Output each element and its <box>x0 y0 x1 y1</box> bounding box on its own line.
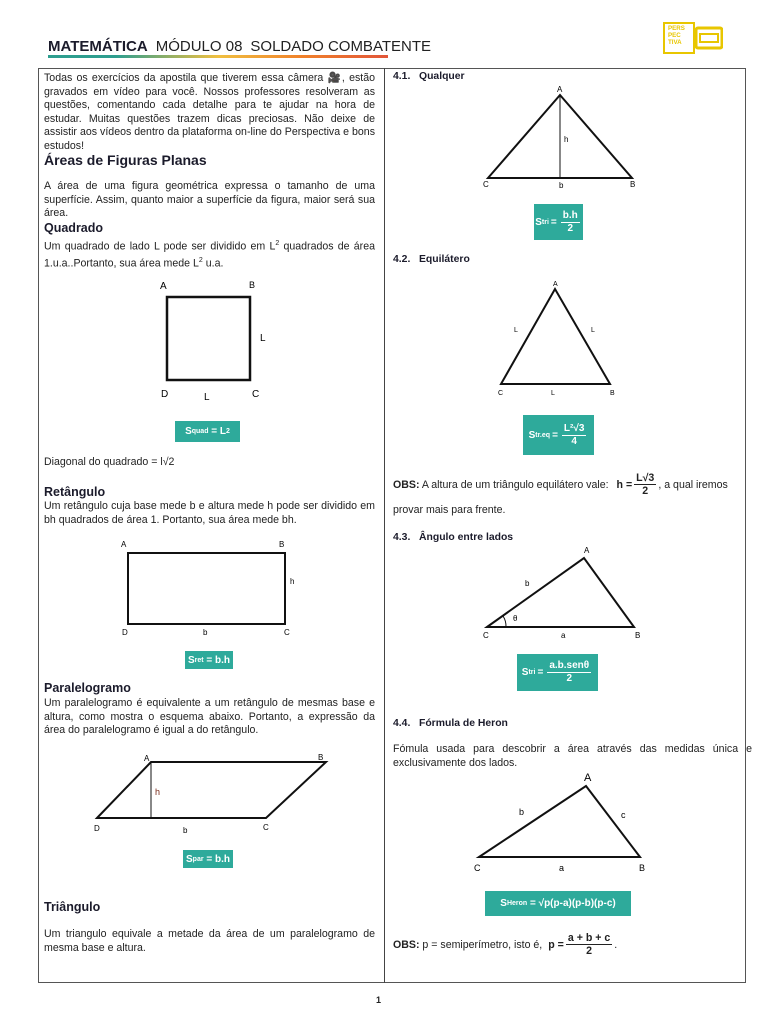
quadrado-text: Um quadrado de lado L pode ser dividido em $L^2$ quadrados de área 1.u.a..Portanto, sua área mede $L^2$ u.a. <box>44 240 375 270</box>
tang-label-b: B <box>635 631 641 640</box>
par-label-d: D <box>94 824 100 833</box>
tang-label-theta: θ <box>513 614 518 623</box>
tq-label-h: h <box>564 135 569 144</box>
page-number: 1 <box>376 995 382 1005</box>
paralelogramo-text: Um paralelogramo é equivalente a um retângulo de mesmas base e altura, como mostra o esquema abaixo. Portanto, a expressão da área do paralelogramo é igual a do retângulo. <box>44 697 375 737</box>
tang-label-a: A <box>584 546 590 555</box>
heron-label-a-base: a <box>559 863 565 873</box>
tang-label-b-side: b <box>525 579 530 588</box>
square-label-l-side: L <box>260 333 266 344</box>
heron-label-c-side: c <box>621 810 626 820</box>
teq-label-l-left: L <box>514 327 518 334</box>
rectangle-figure <box>118 536 308 642</box>
teq-label-a: A <box>553 281 558 288</box>
triangulo-text: Um triangulo equivale a metade da área de um paralelogramo de mesma base e altura. <box>44 928 375 954</box>
section-4-1-title: 4.1. Qualquer <box>393 71 465 82</box>
heron-text: Fómula usada para descobrir a área através das medidas única e exclusivamente dos lados. <box>393 743 752 769</box>
par-label-h: h <box>155 787 161 797</box>
areas-title: Áreas de Figuras Planas <box>44 152 207 168</box>
obs-altura: OBS: A altura de um triângulo equilátero vale: h = $\frac{L√3}{2}$ , a qual iremos <box>393 472 728 497</box>
rect-label-d: D <box>122 628 128 637</box>
rect-label-c: C <box>284 628 290 637</box>
rect-label-a: A <box>121 540 127 549</box>
section-4-4-title: 4.4. Fórmula de Heron <box>393 718 508 729</box>
square-label-d: D <box>161 389 169 400</box>
par-label-a: A <box>144 754 150 763</box>
parallelogram-figure <box>90 749 335 839</box>
square-label-a: A <box>160 281 167 292</box>
triangle-equilatero-figure <box>494 278 619 402</box>
square-figure <box>150 275 275 400</box>
obs-altura-line2: provar mais para frente. <box>393 504 506 516</box>
tq-label-a: A <box>557 85 563 94</box>
tq-label-b: B <box>630 180 636 189</box>
square-label-c: C <box>252 389 260 400</box>
column-divider <box>384 68 385 983</box>
quadrado-title: Quadrado <box>44 221 104 235</box>
triangle-heron-figure <box>470 770 655 875</box>
triangulo-title: Triângulo <box>44 900 101 914</box>
rect-label-b-base: b <box>203 628 208 637</box>
heron-label-b-side: b <box>519 807 525 817</box>
tri-eq-area-formula: S tr.eq = $\frac{\text{L²√3}}{4}$ <box>523 415 594 455</box>
paralelogramo-title: Paralelogramo <box>44 681 131 695</box>
tq-label-b-base: b <box>559 181 564 190</box>
heron-area-formula: S Heron = √p(p-a)(p-b)(p-c) <box>485 891 631 916</box>
retangulo-title: Retângulo <box>44 485 106 499</box>
retangulo-text: Um retângulo cuja base mede b e altura mede h pode ser dividido em bh quadrados de área 1. Portanto, sua área mede bh. <box>44 500 375 526</box>
teq-label-l-right: L <box>591 327 595 334</box>
heron-label-c: C <box>474 863 481 873</box>
par-label-b-base: b <box>183 826 188 835</box>
intro-paragraph: Todas os exercícios da apostila que tiverem essa câmera 🎥, estão gravados em vídeo para você. Nossos professores resolveram as questões, comentando cada detalhe para te ajudar na hora de estudar. Muitas questões trazem dicas preciosas. Não deixe de assistir aos vídeos dentro da plataforma on-line do Perspectiva e bons estudos! <box>44 72 375 152</box>
square-label-b: B <box>249 280 256 290</box>
triangle-qualquer-figure <box>478 82 643 192</box>
logo-line-3: TIVA <box>668 39 682 46</box>
page-header <box>48 38 431 55</box>
square-diagonal: Diagonal do quadrado = l√2 <box>44 456 175 468</box>
tq-label-c: C <box>483 180 489 189</box>
par-label-b: B <box>318 753 324 762</box>
tang-label-c: C <box>483 631 489 640</box>
header-module: MÓDULO 08 <box>155 38 243 55</box>
header-underline <box>48 55 388 58</box>
logo-line-2: PEC <box>668 32 681 39</box>
areas-text: A área de uma figura geométrica expressa o tamanho de uma superfície. Assim, quanto maior a superfície da figura, maior será sua área. <box>44 180 375 220</box>
tri-area-formula: S tri = $\frac{b.h}{2}$ <box>534 204 583 240</box>
rect-area-formula: S ret = b.h <box>185 651 233 669</box>
heron-label-a: A <box>584 772 592 784</box>
rect-label-h: h <box>290 577 295 586</box>
obs-semiperimetro: OBS: p = semiperímetro, isto é, p = $\frac{a + b + c}{2}$ . <box>393 932 618 957</box>
par-label-c: C <box>263 823 269 832</box>
header-subject: MATEMÁTICA <box>48 38 148 55</box>
par-area-formula: S par = b.h <box>183 850 233 868</box>
teq-label-c: C <box>498 390 504 397</box>
tri-angle-area-formula: S tri = $\frac{\text{a.b.senθ}}{2}$ <box>517 654 598 691</box>
logo-line-1: PERS <box>668 25 685 32</box>
square-area-formula: S quad = L 2 <box>175 421 240 442</box>
logo-text <box>668 25 694 46</box>
section-4-2-title: 4.2. Equilátero <box>393 254 470 265</box>
tang-label-a-base: a <box>561 631 566 640</box>
header-course: SOLDADO COMBATENTE <box>250 38 432 55</box>
rect-label-b: B <box>279 540 285 549</box>
teq-label-l-base: L <box>551 390 555 397</box>
triangle-angulo-figure <box>478 542 648 642</box>
section-4-3-title: 4.3. Ângulo entre lados <box>393 532 514 543</box>
teq-label-b: B <box>610 390 615 397</box>
heron-label-b: B <box>639 863 646 873</box>
square-label-l-bottom: L <box>204 392 210 400</box>
